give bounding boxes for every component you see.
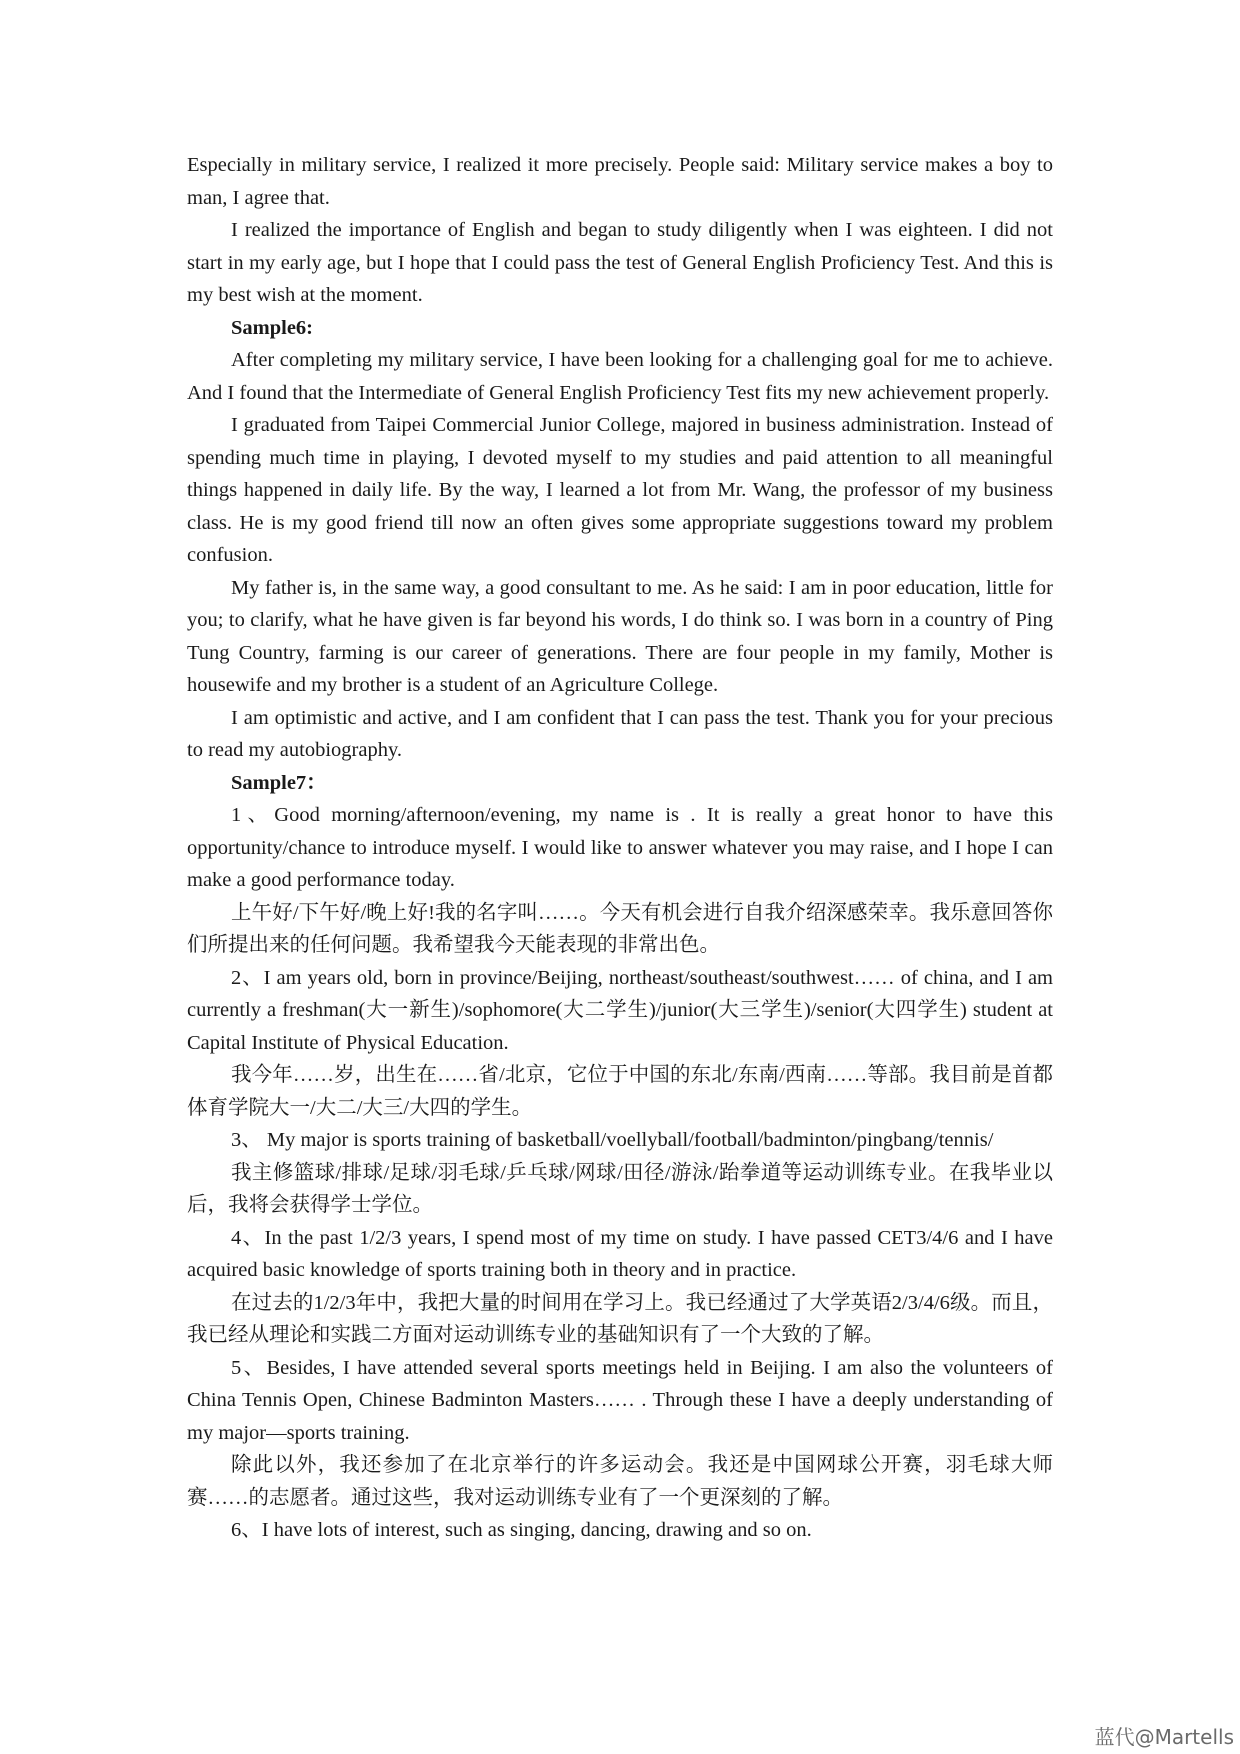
paragraph: I am optimistic and active, and I am confident that I can pass the test. Thank you for your precious to read my autobiography. xyxy=(187,706,1053,761)
paragraph: I graduated from Taipei Commercial Junior College, majored in business administration. Instead of spending much time in playing, I devoted myself to my studies and paid attention to all meaningful things happened in daily life. By the way, I learned a lot from Mr. Wang, the professor of my business class. He is my good friend till now an often gives some appropriate suggestions toward my problem confusion. xyxy=(187,414,1053,566)
section-heading: Sample7： xyxy=(231,771,327,794)
paragraph: 除此以外，我还参加了在北京举行的许多运动会。我还是中国网球公开赛，羽毛球大师赛……的志愿者。通过这些，我对运动训练专业有了一个更深刻的了解。 xyxy=(187,1454,1053,1509)
paragraph: 6、I have lots of interest, such as singing, dancing, drawing and so on. xyxy=(231,1519,812,1541)
paragraph: 4、In the past 1/2/3 years, I spend most of my time on study. I have passed CET3/4/6 and I have acquired basic knowledge of sports training both in theory and in practice. xyxy=(187,1226,1053,1281)
paragraph: Especially in military service, I realized it more precisely. People said: Military service makes a boy to man, I agree that. xyxy=(187,154,1053,209)
paragraph: 在过去的1/2/3年中，我把大量的时间用在学习上。我已经通过了大学英语2/3/4/6级。而且，我已经从理论和实践二方面对运动训练专业的基础知识有了一个大致的了解。 xyxy=(187,1291,1053,1346)
paragraph: 1、Good morning/afternoon/evening, my name is . It is really a great honor to have this opportunity/chance to introduce myself. I would like to answer whatever you may raise, and I hope I can make a good performance today. xyxy=(187,804,1053,891)
paragraph: I realized the importance of English and began to study diligently when I was eighteen. I did not start in my early age, but I hope that I could pass the test of General English Proficiency Test. And this is my best wish at the moment. xyxy=(187,219,1053,306)
paragraph: 我主修篮球/排球/足球/羽毛球/乒乓球/网球/田径/游泳/跆拳道等运动训练专业。在我毕业以后，我将会获得学士学位。 xyxy=(187,1161,1053,1216)
paragraph: 5、Besides, I have attended several sports meetings held in Beijing. I am also the volunteers of China Tennis Open, Chinese Badminton Masters…… . Through these I have a deeply understanding of my major—sports training. xyxy=(187,1356,1053,1444)
paragraph: 3、 My major is sports training of basketball/voellyball/football/badminton/pingbang/tennis/ xyxy=(231,1129,994,1151)
document-body xyxy=(187,149,1053,1547)
paragraph: My father is, in the same way, a good consultant to me. As he said: I am in poor education, little for you; to clarify, what he have given is far beyond his words, I do think so. I was born in a country of Ping Tung Country, farming is our career of generations. There are four people in my family, Mother is housewife and my brother is a student of an Agriculture College. xyxy=(187,576,1053,696)
paragraph: 2、I am years old, born in province/Beijing, northeast/southeast/southwest…… of china, and I am currently a freshman(大一新生)/sophomore(大二学生)/junior(大三学生)/senior(大四学生) student at Capital Institute of Physical Education. xyxy=(187,966,1053,1054)
paragraph: 我今年……岁，出生在……省/北京，它位于中国的东北/东南/西南……等部。我目前是首都体育学院大一/大二/大三/大四的学生。 xyxy=(187,1064,1053,1119)
section-heading: Sample6: xyxy=(231,316,313,339)
paragraph: After completing my military service, I have been looking for a challenging goal for me to achieve. And I found that the Intermediate of General English Proficiency Test fits my new achievement properly. xyxy=(187,349,1053,404)
watermark: 蓝代@Martells xyxy=(1094,1725,1234,1749)
paragraph: 上午好/下午好/晚上好!我的名字叫……。今天有机会进行自我介绍深感荣幸。我乐意回答你们所提出来的任何问题。我希望我今天能表现的非常出色。 xyxy=(187,901,1053,956)
